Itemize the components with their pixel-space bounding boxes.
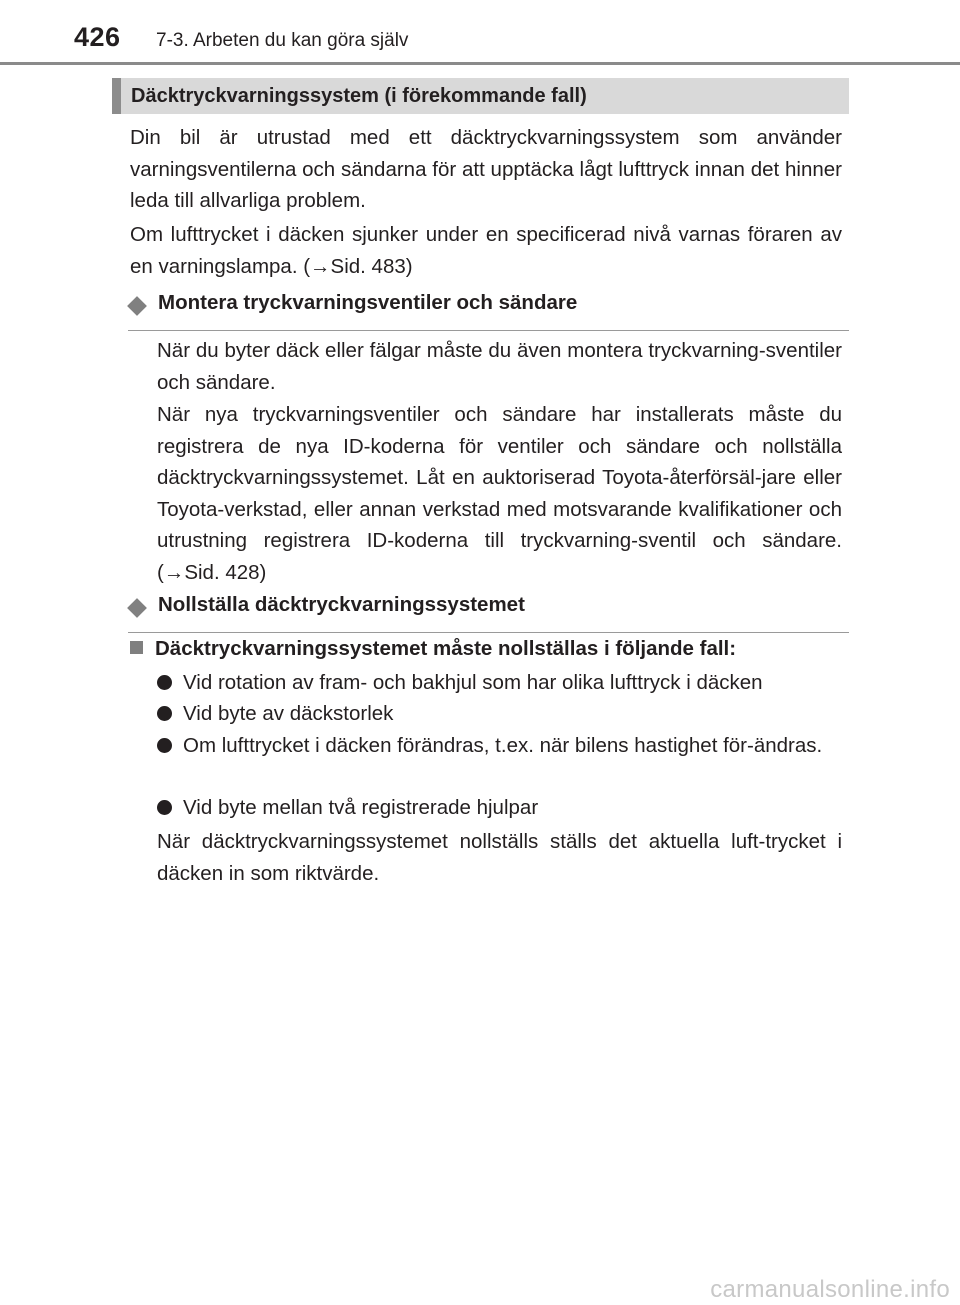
- page-number: 426: [74, 22, 121, 52]
- header-divider: [0, 62, 960, 65]
- list-item-text: Om lufttrycket i däcken förändras, t.ex. när bilens hastighet för-ändras.: [183, 734, 823, 757]
- subsection-title: Montera tryckvarningsventiler och sändare: [158, 291, 578, 314]
- list-item-text: Vid byte av däckstorlek: [183, 702, 394, 725]
- bullet-dot-icon: [157, 800, 172, 815]
- list-item-text: Vid rotation av fram- och bakhjul som har olika lufttryck i däcken: [183, 671, 763, 694]
- watermark: carmanualsonline.info: [710, 1276, 950, 1303]
- subsection-heading-mount: [128, 291, 849, 331]
- case-heading-text: Däcktryckvarningssystemet måste nollställas i följande fall:: [155, 637, 737, 660]
- list-item: [157, 792, 842, 824]
- list-item: [157, 698, 842, 730]
- bullet-dot-icon: [157, 675, 172, 690]
- list-item-text: Vid byte mellan två registrerade hjulpar: [183, 796, 539, 819]
- bullet-dot-icon: [157, 706, 172, 721]
- diamond-bullet-icon: [127, 598, 147, 618]
- section-heading-bar: [112, 78, 849, 114]
- bullet-dot-icon: [157, 738, 172, 753]
- subsection-title: Nollställa däcktryckvarningssystemet: [158, 593, 525, 616]
- square-bullet-icon: [130, 641, 143, 654]
- chapter-title: 7-3. Arbeten du kan göra själv: [156, 30, 409, 51]
- section-heading: Däcktryckvarningssystem (i förekommande fall): [131, 85, 587, 107]
- intro-paragraph-2: Om lufttrycket i däcken sjunker under en specificerad nivå varnas föraren av en varningslampa. (→Sid. 483): [130, 223, 842, 278]
- intro-paragraph-1: Din bil är utrustad med ett däcktryckvarningssystem som använder varningsventilerna och sändarna för att upptäcka lågt lufttryck innan det hinner leda till allvarliga problem.: [130, 126, 842, 212]
- list-item: [157, 730, 842, 762]
- diamond-bullet-icon: [127, 296, 147, 316]
- closing-paragraph: När däcktryckvarningssystemet nollställs ställs det aktuella luft-trycket i däcken in som riktvärde.: [157, 830, 842, 885]
- subsection-heading-reset: [128, 593, 849, 633]
- mount-paragraph-1: När du byter däck eller fälgar måste du även montera tryckvarning-sventiler och sändare.: [157, 339, 842, 394]
- mount-paragraph-2: När nya tryckvarningsventiler och sändare har installerats måste du registrera de nya ID-koderna för ventiler och sändare och nollställa däcktryckvarningssystemet. Låt en auktoriserad Toyota-återförsäl-jare eller Toyota-verkstad, eller annan verkstad med motsvarande kvalifikationer och utrustning registrera ID-koderna till tryckvarning-sventil och sändare. (→Sid. 428): [157, 403, 842, 584]
- list-item: [157, 667, 842, 699]
- case-heading: [130, 637, 736, 661]
